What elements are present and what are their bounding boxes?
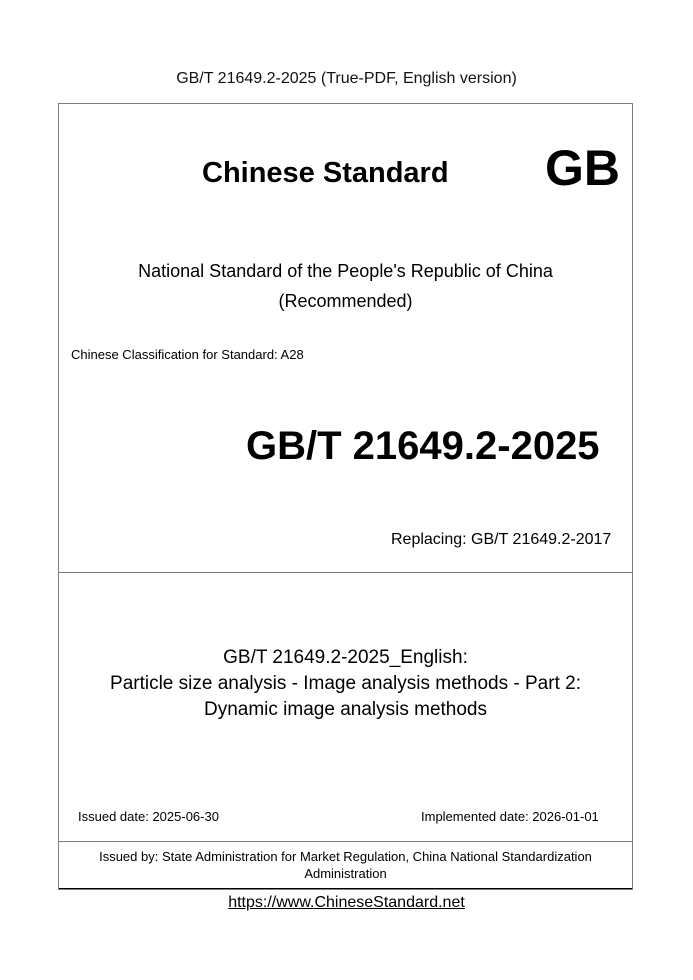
cover-frame — [58, 103, 633, 890]
cover-top-section — [59, 104, 632, 573]
english-title — [59, 645, 632, 723]
cover-issuer-section — [59, 842, 632, 889]
implemented-date: Implemented date: 2026-01-01 — [421, 809, 599, 824]
website-link[interactable]: https://www.ChineseStandard.net — [228, 894, 465, 911]
brand-title: Chinese Standard — [202, 157, 449, 189]
english-title-line: Dynamic image analysis methods — [203, 699, 487, 720]
issuer-line: Issued by: State Administration for Market Regulation, China National Standardization — [99, 849, 592, 864]
replacing-text: Replacing: GB/T 21649.2-2017 — [391, 531, 612, 548]
english-title-line: Particle size analysis - Image analysis methods - Part 2: — [110, 673, 581, 694]
brand-code-logo: GB — [545, 140, 620, 196]
issued-date: Issued date: 2025-06-30 — [78, 809, 219, 824]
issuer-text — [59, 848, 632, 882]
issuer-line: Administration — [304, 866, 387, 881]
document-header: GB/T 21649.2-2025 (True-PDF, English version) — [176, 70, 517, 87]
cover-title-section — [59, 573, 632, 842]
recommended-line: (Recommended) — [278, 291, 413, 311]
national-standard-line: National Standard of the People's Republic of China — [138, 261, 553, 281]
national-standard-heading — [59, 256, 632, 316]
english-title-line: GB/T 21649.2-2025_English: — [223, 647, 468, 668]
standard-number: GB/T 21649.2-2025 — [246, 424, 600, 468]
classification-text: Chinese Classification for Standard: A28 — [71, 347, 304, 362]
